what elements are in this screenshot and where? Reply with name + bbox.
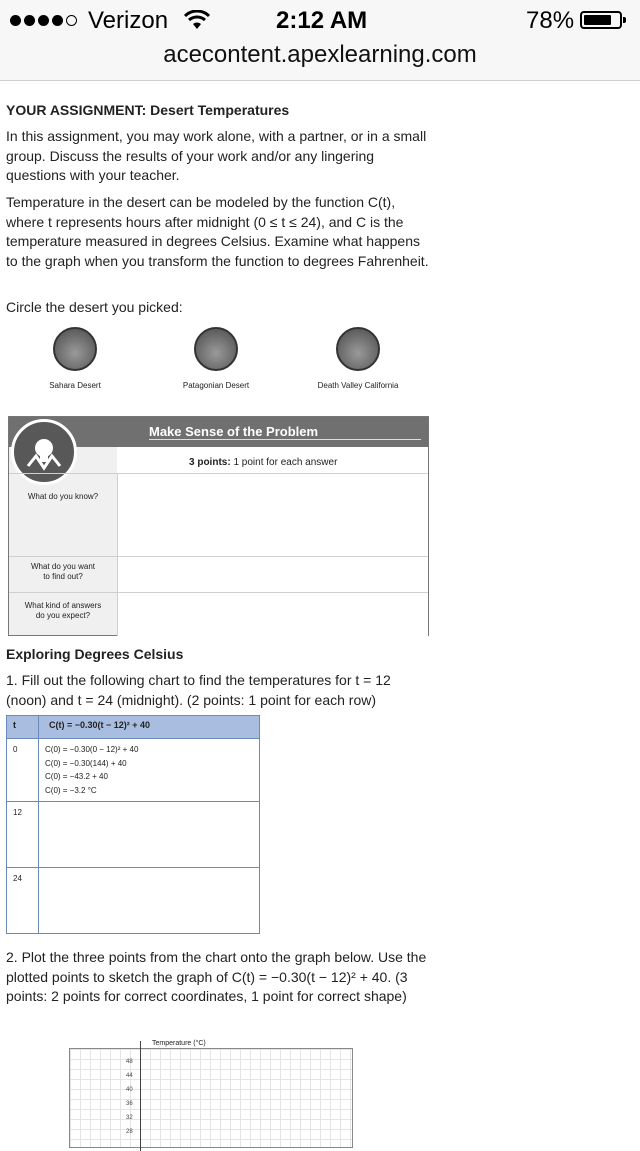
- find-out-label-line2: to find out?: [43, 572, 83, 581]
- expect-row: [9, 592, 428, 635]
- make-sense-title: Make Sense of the Problem: [149, 424, 319, 439]
- row-t: 0: [7, 739, 39, 801]
- find-out-answer-cell[interactable]: [117, 557, 428, 592]
- make-sense-box: [8, 416, 429, 636]
- row-work[interactable]: [39, 802, 259, 866]
- expect-label-line1: What kind of answers: [24, 601, 102, 610]
- expect-label: [13, 601, 113, 621]
- clock: 2:12 AM: [276, 7, 368, 34]
- desert-option-sahara[interactable]: [35, 327, 115, 390]
- y-tick: 44: [126, 1073, 133, 1079]
- know-label: What do you know?: [27, 492, 99, 501]
- death-valley-image: [336, 327, 380, 371]
- signal-strength-icon: [10, 13, 80, 31]
- battery-icon: [580, 11, 622, 29]
- address-bar[interactable]: [0, 40, 640, 81]
- y-tick: 28: [126, 1129, 133, 1135]
- work-line: C(0) = −0.30(144) + 40: [45, 758, 127, 768]
- y-tick: 36: [126, 1101, 133, 1107]
- model-paragraph: Temperature in the desert can be modeled by the function C(t), where t represents hours after midnight (0 ≤ t ≤ 24), and C is the temperature measured in degrees Celsius. Examine what happens to the graph when you transform the function to degrees Fahrenheit.: [6, 194, 429, 269]
- points-rest: 1 point for each answer: [233, 457, 338, 468]
- sahara-image: [53, 327, 97, 371]
- patagonian-image: [194, 327, 238, 371]
- status-bar: [0, 0, 640, 40]
- desert-option-death-valley[interactable]: [306, 327, 410, 390]
- battery-percent: 78%: [526, 7, 575, 34]
- intro-paragraph: In this assignment, you may work alone, with a partner, or in a small group. Discuss the results of your work and/or any lingering questions with your teacher.: [6, 128, 427, 183]
- carrier-name: Verizon: [88, 7, 169, 34]
- desert-caption: Sahara Desert: [49, 381, 101, 390]
- battery-fill: [584, 15, 611, 25]
- exploring-heading: Exploring Degrees Celsius: [6, 646, 184, 662]
- header-formula: C(t) = −0.30(t − 12)² + 40: [49, 720, 151, 730]
- temperature-graph[interactable]: [69, 1040, 353, 1148]
- wifi-icon: [184, 10, 210, 30]
- make-sense-points: [189, 457, 337, 468]
- desert-option-patagonian[interactable]: [166, 327, 266, 390]
- know-answer-cell[interactable]: [117, 474, 428, 556]
- url-text[interactable]: acecontent.apexlearning.com: [163, 41, 477, 68]
- desert-caption: Patagonian Desert: [182, 381, 250, 390]
- work-line: C(0) = −43.2 + 40: [45, 772, 108, 781]
- row-work[interactable]: [39, 739, 138, 797]
- table-row: [7, 801, 259, 867]
- header-t: t: [7, 716, 39, 738]
- work-line: C(0) = −3.2 °C: [45, 785, 97, 795]
- row-t: 12: [7, 802, 39, 867]
- desert-caption: Death Valley California: [317, 381, 399, 390]
- find-out-label: [13, 562, 113, 582]
- y-tick: 40: [126, 1087, 133, 1093]
- expect-label-line2: do you expect?: [35, 611, 91, 620]
- points-bold: 3 points:: [189, 457, 231, 468]
- assignment-heading: YOUR ASSIGNMENT: Desert Temperatures: [6, 102, 290, 118]
- expect-answer-cell[interactable]: [117, 593, 428, 636]
- y-tick: 32: [126, 1115, 133, 1121]
- circle-prompt: Circle the desert you picked:: [6, 299, 183, 315]
- table-header: [7, 716, 259, 738]
- row-t: 24: [7, 868, 39, 933]
- row-work[interactable]: [39, 868, 259, 932]
- y-tick: 48: [126, 1059, 133, 1065]
- question-2: 2. Plot the three points from the chart onto the graph below. Use the plotted points to sketch the graph of C(t) = −0.30(t − 12)² + 40. (3 points: 2 points for correct coordinates, 1 point for correct shape): [6, 949, 427, 1004]
- y-axis: [140, 1041, 141, 1151]
- know-row: [9, 473, 428, 556]
- table-row: [7, 867, 259, 933]
- temperature-table: [6, 715, 260, 934]
- y-axis-label: Temperature (°C): [152, 1040, 206, 1047]
- find-out-label-line1: What do you want: [30, 562, 96, 571]
- question-1: 1. Fill out the following chart to find the temperatures for t = 12 (noon) and t = 24 (midnight). (2 points: 1 point for each row): [6, 672, 391, 708]
- find-out-row: [9, 556, 428, 592]
- table-row: [7, 738, 259, 801]
- work-line: C(0) = −0.30(0 − 12)² + 40: [45, 745, 139, 754]
